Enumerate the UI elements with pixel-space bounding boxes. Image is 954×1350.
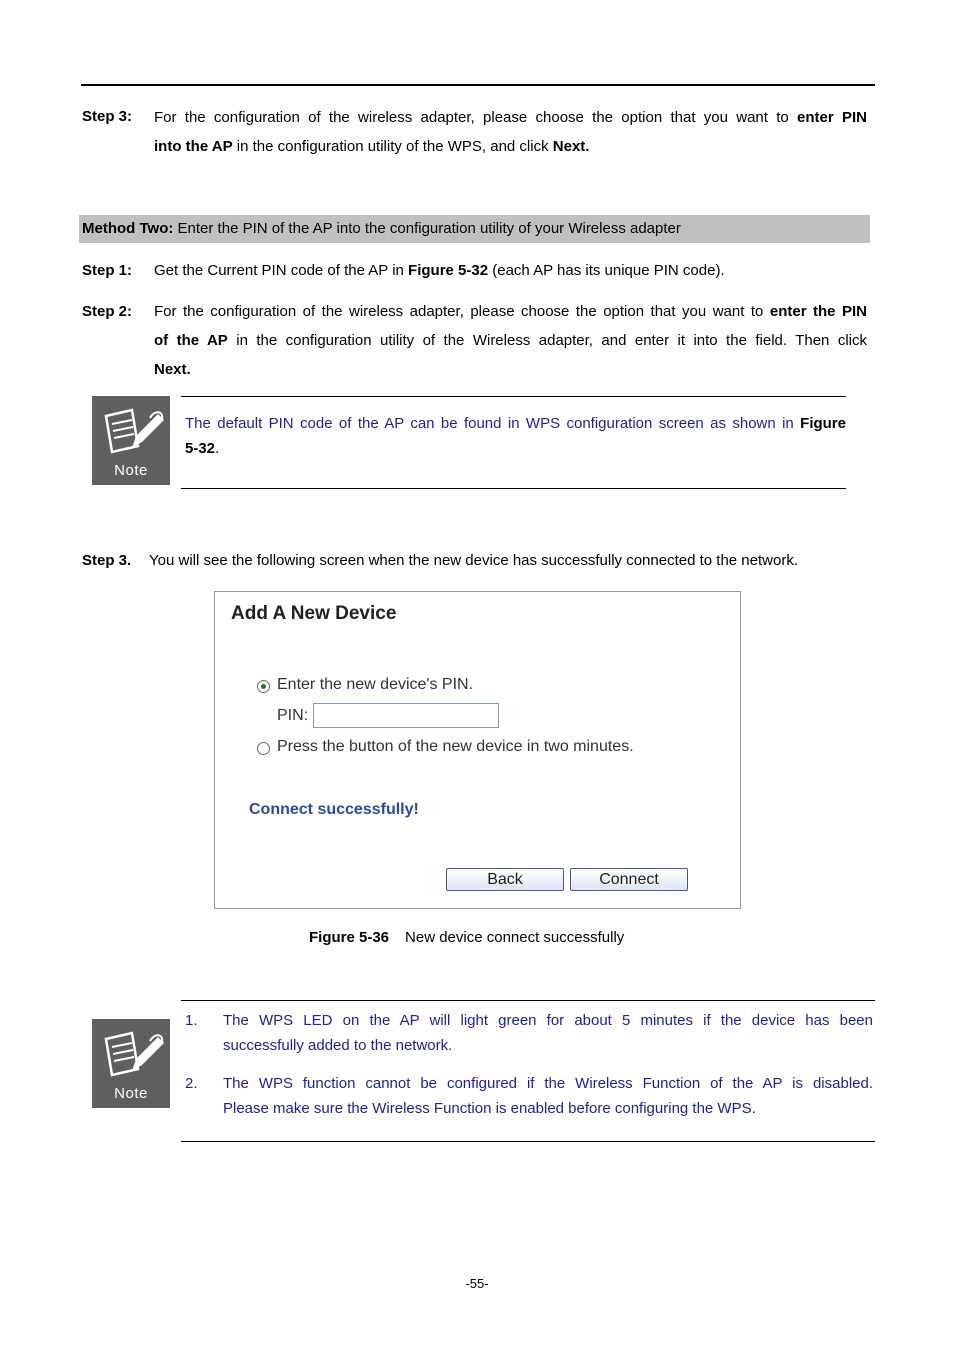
step3-label: Step 3: — [82, 108, 133, 125]
method-two-bar — [79, 215, 870, 243]
step3-paragraph: For the configuration of the wireless adapter, please choose the option that you want to enter PIN into the AP in the configuration utility of the WPS, and click Next. — [154, 109, 867, 155]
note2-icon-label: Note — [114, 1085, 148, 1102]
step2-paragraph: For the configuration of the wireless adapter, please choose the option that you want to enter the PIN of the AP in the configuration utility of the Wireless adapter, and enter it into the field. Then click Next. — [154, 303, 867, 378]
pin-option-radio[interactable] — [257, 680, 270, 693]
step2-label: Step 2: — [82, 303, 133, 320]
status-message: Connect successfully! — [249, 801, 419, 818]
step1-label: Step 1: — [82, 262, 133, 279]
step3b-label: Step 3. — [82, 552, 132, 569]
connect-button[interactable]: Connect — [570, 868, 688, 891]
pin-input[interactable] — [313, 703, 499, 728]
pbc-option-label: Press the button of the new device in two minutes. — [277, 738, 634, 755]
note2-item2-number: 2. — [185, 1075, 198, 1092]
pin-label: PIN: — [277, 707, 309, 724]
step3b-text: You will see the following screen when the new device has successfully connected to the network. — [149, 552, 798, 569]
note1-icon-label: Note — [114, 462, 148, 479]
pbc-option-radio[interactable] — [257, 742, 270, 755]
figure-caption: Figure 5-36 New device connect successfully — [309, 929, 625, 946]
back-button[interactable]: Back — [446, 868, 564, 891]
pin-option-label: Enter the new device's PIN. — [277, 676, 474, 693]
method-two-text: Enter the PIN of the AP into the configuration utility of your Wireless adapter — [173, 220, 681, 237]
note-pencil-icon — [92, 396, 170, 485]
note2-item1-number: 1. — [185, 1012, 198, 1029]
header-rule — [81, 84, 875, 86]
note1-top-rule — [181, 396, 846, 397]
add-device-panel — [214, 591, 741, 909]
step1-text: Get the Current PIN code of the AP in Figure 5-32 (each AP has its unique PIN code). — [154, 262, 725, 279]
note1-bottom-rule — [181, 488, 846, 489]
note2-item2-text: The WPS function cannot be configured if the Wireless Function of the AP is disabled. Please make sure the Wireless Function is enabled before configuring the WPS. — [223, 1075, 873, 1117]
page-number: -55- — [465, 1276, 489, 1291]
panel-title: Add A New Device — [231, 603, 397, 624]
note2-bottom-rule — [181, 1141, 875, 1142]
note-pencil-icon — [92, 1019, 170, 1108]
note2-item1-text: The WPS LED on the AP will light green for about 5 minutes if the device has been successfully added to the network. — [223, 1012, 873, 1054]
method-two-label: Method Two: — [82, 220, 174, 237]
note1-text: The default PIN code of the AP can be found in WPS configuration screen as shown in Figure 5-32. — [185, 415, 846, 457]
note2-top-rule — [181, 1000, 875, 1001]
